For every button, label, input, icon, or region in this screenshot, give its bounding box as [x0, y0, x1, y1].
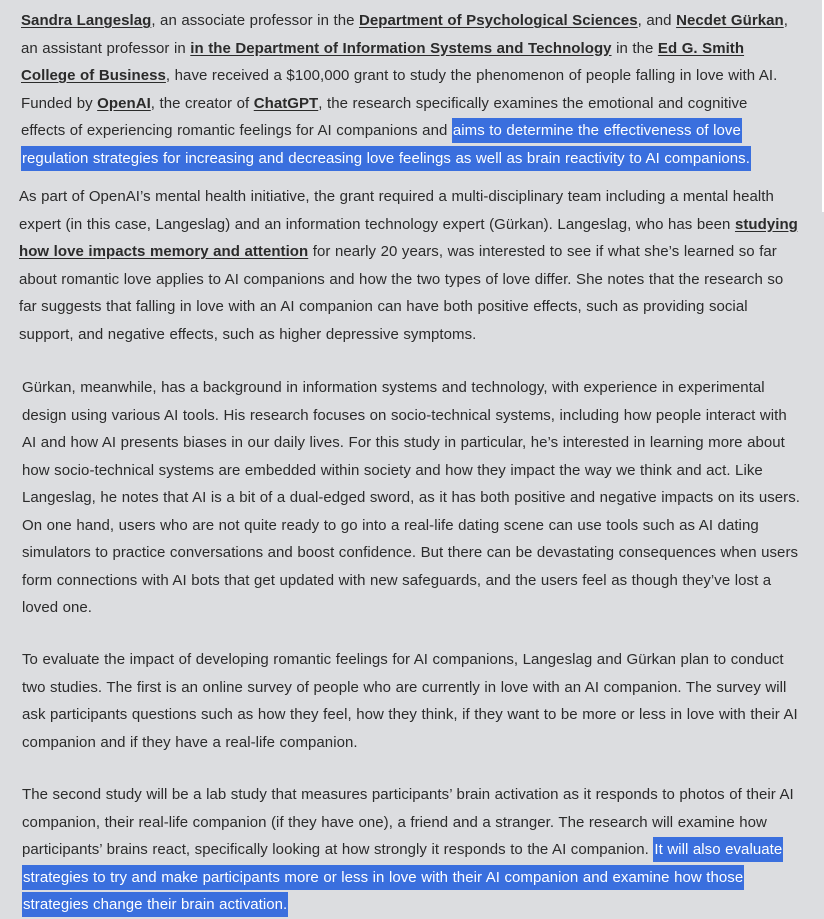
paragraph-text: The second study will be a lab study that measures participants’ brain activation as it responds to photos of their AI companion, their real-life companion (if they have one), a friend and a stranger. The research will examine how participants’ brains react, specifically looking at how strongly it responds to the AI companion.	[22, 786, 794, 858]
paragraph-text: for nearly 20 years, was interested to see if what she’s learned so far about romantic love applies to AI companions and how the two types of love differ. She notes that the research so far suggests that falling in love with an AI companion can have both positive effects, such as providing social support, and negative effects, such as higher depressive symptoms.	[19, 243, 784, 343]
paragraph-text: As part of OpenAI’s mental health initiative, the grant required a multi-disciplinary team including a mental health expert (in this case, Langeslag) and an information technology expert (Gürkan). Langeslag, who has been	[19, 188, 774, 233]
paragraph-mental-health-initiative	[19, 183, 804, 348]
link-necdet-gurkan[interactable]: Necdet Gürkan	[676, 12, 784, 29]
link-sandra-langeslag[interactable]: Sandra Langeslag	[21, 12, 152, 29]
link-ed-g-smith-college[interactable]: Ed G. Smith College of Business	[21, 39, 745, 84]
paragraph-text: , the research specifically examines the emotional and cognitive effects of experiencing romantic feelings for AI companions and	[21, 94, 748, 139]
link-department-psychological-sciences[interactable]: Department of Psychological Sciences	[359, 12, 638, 29]
paragraph-text: , the creator of	[150, 94, 254, 112]
paragraph-text: , an associate professor in the	[151, 12, 359, 29]
selected-text-highlight[interactable]: It will also evaluate strategies to try and make participants more or less in love with their AI companion and examine how those strategies change their brain activation.	[22, 837, 783, 917]
paragraph-text: , have received a $100,000 grant to study the phenomenon of people falling in love with AI. Funded by	[21, 67, 778, 112]
paragraph-gurkan-background: Gürkan, meanwhile, has a background in information systems and technology, with experience in experimental design using various AI tools. His research focuses on socio-technical systems, including how people interact with AI and how AI presents biases in our daily lives. For this study in particular, he’s interested in learning more about how socio-technical systems are embedded within society and how they impact the way we think and act. Like Langeslag, he notes that AI is a bit of a dual-edged sword, as it has both positive and negative impacts on its users. On one hand, users who are not quite ready to go into a real-life dating scene can use tools such as AI dating simulators to practice conversations and boost confidence. But there can be devastating consequences when users form connections with AI bots that get updated with new safeguards, and the users feel as though they’ve lost a loved one.	[22, 379, 800, 616]
link-department-information-systems[interactable]: in the Department of Information Systems and Technology	[190, 39, 612, 57]
paragraph-text: in the	[611, 39, 658, 57]
paragraph-text: , and	[637, 12, 677, 29]
selected-text-highlight[interactable]: aims to determine the effectiveness of love regulation strategies for increasing and decreasing love feelings as well as brain reactivity to AI companions.	[21, 118, 751, 171]
link-openai[interactable]: OpenAI	[97, 94, 151, 112]
link-chatgpt[interactable]: ChatGPT	[253, 94, 319, 112]
link-studying-love-memory[interactable]: studying how love impacts memory and attention	[19, 215, 798, 260]
paragraph-text: , an assistant professor in	[21, 12, 788, 57]
paragraph-first-study: To evaluate the impact of developing romantic feelings for AI companions, Langeslag and Gürkan plan to conduct two studies. The first is an online survey of people who are currently in love with an AI companion. The survey will ask participants questions such as how they feel, how they think, if they want to be more or less in love with their AI companion and if they have a real-life companion.	[22, 651, 798, 751]
paragraph-second-study	[22, 781, 800, 919]
paragraph-grant-announcement	[21, 7, 796, 172]
